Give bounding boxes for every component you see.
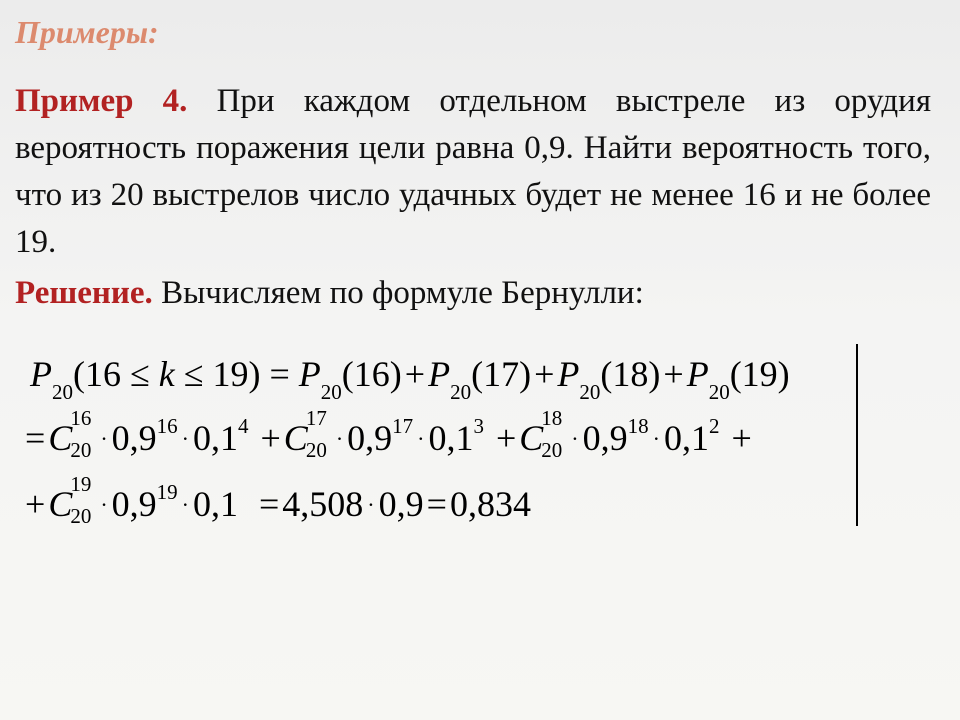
formula-text: (18)	[600, 354, 661, 394]
formula-symbol: P	[298, 354, 321, 394]
formula-operator: ·	[100, 492, 108, 517]
formula-symbol: k	[158, 354, 175, 394]
formula-subscript: 20	[579, 380, 601, 404]
formula-superscript: 16	[70, 406, 92, 430]
formula-operator: ·	[100, 426, 108, 451]
bernoulli-formula	[22, 340, 862, 530]
binomial-indices	[70, 474, 96, 534]
formula-operator: +	[404, 354, 426, 394]
formula-operator: +	[663, 354, 684, 394]
formula-operator: ·	[652, 426, 660, 451]
binomial-indices	[70, 408, 96, 468]
formula-symbol: P	[30, 354, 52, 394]
formula-superscript: 19	[70, 472, 92, 496]
problem-lead: Пример 4.	[15, 83, 188, 119]
formula-superscript: 3	[473, 414, 484, 438]
section-heading: Примеры:	[15, 14, 159, 50]
formula-subscript: 20	[450, 380, 472, 404]
formula-subscript: 20	[320, 380, 342, 404]
formula-superscript: 17	[305, 406, 327, 430]
formula-operator: ·	[571, 426, 579, 451]
formula-operator: +	[25, 484, 46, 524]
formula-text: 0,1	[663, 418, 709, 458]
formula-text: 0,9	[111, 418, 157, 458]
binomial-indices	[541, 408, 567, 468]
formula-operator: ·	[367, 492, 375, 517]
formula-operator: =	[25, 418, 46, 458]
formula-line-1	[30, 344, 790, 404]
formula-line-3	[22, 474, 531, 534]
formula-symbol: C	[519, 418, 544, 458]
formula-text: (16 ≤	[73, 354, 159, 394]
formula-superscript: 4	[237, 414, 249, 438]
problem-paragraph	[15, 78, 931, 266]
formula-operator: =	[258, 484, 280, 524]
formula-operator: ·	[417, 426, 425, 451]
formula-vertical-bar	[856, 344, 858, 526]
formula-superscript: 18	[541, 406, 563, 430]
solution-paragraph	[15, 270, 931, 317]
formula-operator: +	[260, 418, 281, 458]
formula-symbol: P	[557, 354, 580, 394]
formula-superscript: 19	[156, 480, 178, 504]
formula-symbol: C	[48, 484, 73, 524]
formula-text: 0,9	[111, 484, 157, 524]
problem-text: При каждом отдельном выстреле из орудия вероятность поражения цели равна 0,9. Найти вероятность того, что из 20 выстрелов число удачных будет не менее 16 и не более 19.	[15, 83, 932, 260]
formula-superscript: 2	[708, 414, 720, 438]
formula-symbol: C	[283, 418, 308, 458]
formula-text: 0,1	[428, 418, 474, 458]
formula-result: 0,9	[378, 484, 424, 524]
formula-superscript: 16	[156, 414, 178, 438]
formula-subscript: 20	[708, 380, 730, 404]
formula-text: 0,1	[192, 484, 238, 524]
formula-subscript: 20	[541, 438, 563, 462]
formula-subscript: 20	[305, 438, 327, 462]
formula-operator: ·	[181, 492, 189, 517]
formula-subscript: 20	[52, 380, 73, 404]
formula-line-2	[22, 408, 755, 468]
binomial-indices	[306, 408, 332, 468]
solution-text: Вычисляем по формуле Бернулли:	[161, 275, 644, 311]
formula-text: 0,9	[347, 418, 393, 458]
formula-symbol: P	[428, 354, 451, 394]
formula-text: 0,9	[582, 418, 628, 458]
formula-superscript: 17	[392, 414, 414, 438]
formula-final-result: 0,834	[449, 484, 531, 524]
formula-text: (19)	[729, 354, 790, 394]
formula-operator: ·	[335, 426, 344, 451]
formula-symbol: C	[48, 418, 73, 458]
formula-text: 0,1	[192, 418, 238, 458]
formula-operator: =	[426, 484, 447, 524]
formula-operator: +	[495, 418, 517, 458]
formula-text: (17)	[471, 354, 532, 394]
formula-symbol: P	[686, 354, 709, 394]
formula-result: 4,508	[282, 484, 364, 524]
formula-superscript: 18	[627, 414, 649, 438]
formula-subscript: 20	[70, 504, 92, 528]
formula-subscript: 20	[70, 438, 92, 462]
formula-operator: +	[534, 354, 555, 394]
solution-lead: Решение.	[15, 275, 153, 311]
formula-text: ≤ 19) =	[174, 354, 290, 394]
formula-operator: +	[731, 418, 752, 458]
formula-text: (16)	[341, 354, 402, 394]
formula-operator: ·	[181, 426, 189, 451]
